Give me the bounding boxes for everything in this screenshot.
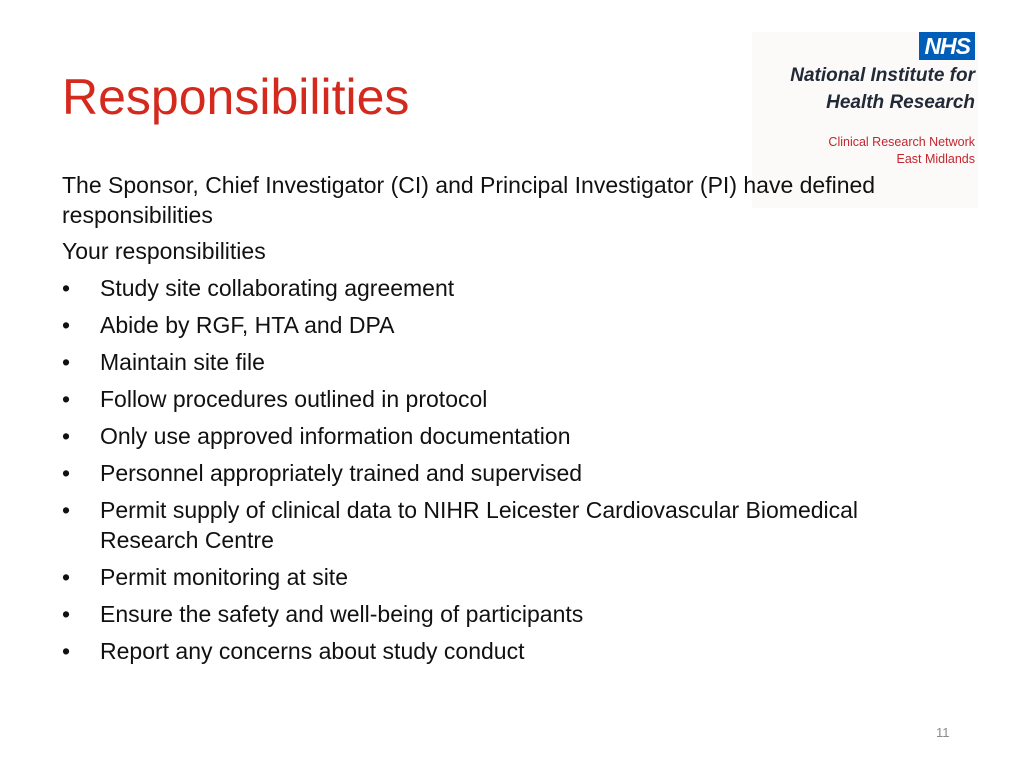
slide-body (62, 170, 962, 673)
network-line-2: East Midlands (896, 152, 975, 166)
intro-text: The Sponsor, Chief Investigator (CI) and Principal Investigator (PI) have defined responsibilities (62, 172, 876, 228)
bullet-item (62, 562, 962, 592)
bullet-text: Permit supply of clinical data to NIHR Leicester Cardiovascular Biomedical Research Centre (100, 497, 859, 553)
bullet-icon: • (62, 423, 71, 449)
bullet-icon: • (62, 312, 71, 338)
bullet-icon: • (62, 460, 71, 486)
bullet-item (62, 599, 962, 629)
org-name (790, 62, 975, 116)
bullet-text: Report any concerns about study conduct (100, 638, 525, 664)
bullet-text: Personnel appropriately trained and supervised (100, 460, 583, 486)
bullet-text: Study site collaborating agreement (100, 275, 455, 301)
slide-title: Responsibilities (62, 69, 410, 125)
bullet-icon: • (62, 349, 71, 375)
org-name-line-1: National Institute for (790, 65, 975, 86)
bullet-text: Permit monitoring at site (100, 564, 348, 590)
bullet-text: Ensure the safety and well-being of participants (100, 601, 584, 627)
bullet-text: Abide by RGF, HTA and DPA (100, 312, 395, 338)
bullet-item (62, 310, 962, 340)
bullet-item (62, 347, 962, 377)
bullet-text: Only use approved information documentation (100, 423, 571, 449)
bullet-icon: • (62, 638, 71, 664)
bullet-text: Follow procedures outlined in protocol (100, 386, 488, 412)
bullet-icon: • (62, 497, 71, 523)
bullet-icon: • (62, 386, 71, 412)
bullet-item (62, 384, 962, 414)
org-name-line-2: Health Research (826, 92, 975, 113)
bullet-icon: • (62, 601, 71, 627)
subheading: Your responsibilities (62, 238, 266, 264)
network-line-1: Clinical Research Network (828, 135, 975, 149)
page-number: 11 (936, 725, 950, 740)
bullet-text: Maintain site file (100, 349, 265, 375)
bullet-item (62, 273, 962, 303)
bullet-icon: • (62, 564, 71, 590)
network-name (828, 134, 975, 168)
nhs-badge: NHS (919, 32, 975, 60)
bullet-item (62, 421, 962, 451)
bullet-item (62, 636, 962, 666)
bullet-item (62, 495, 962, 555)
bullet-list (62, 273, 962, 666)
bullet-icon: • (62, 275, 71, 301)
bullet-item (62, 458, 962, 488)
